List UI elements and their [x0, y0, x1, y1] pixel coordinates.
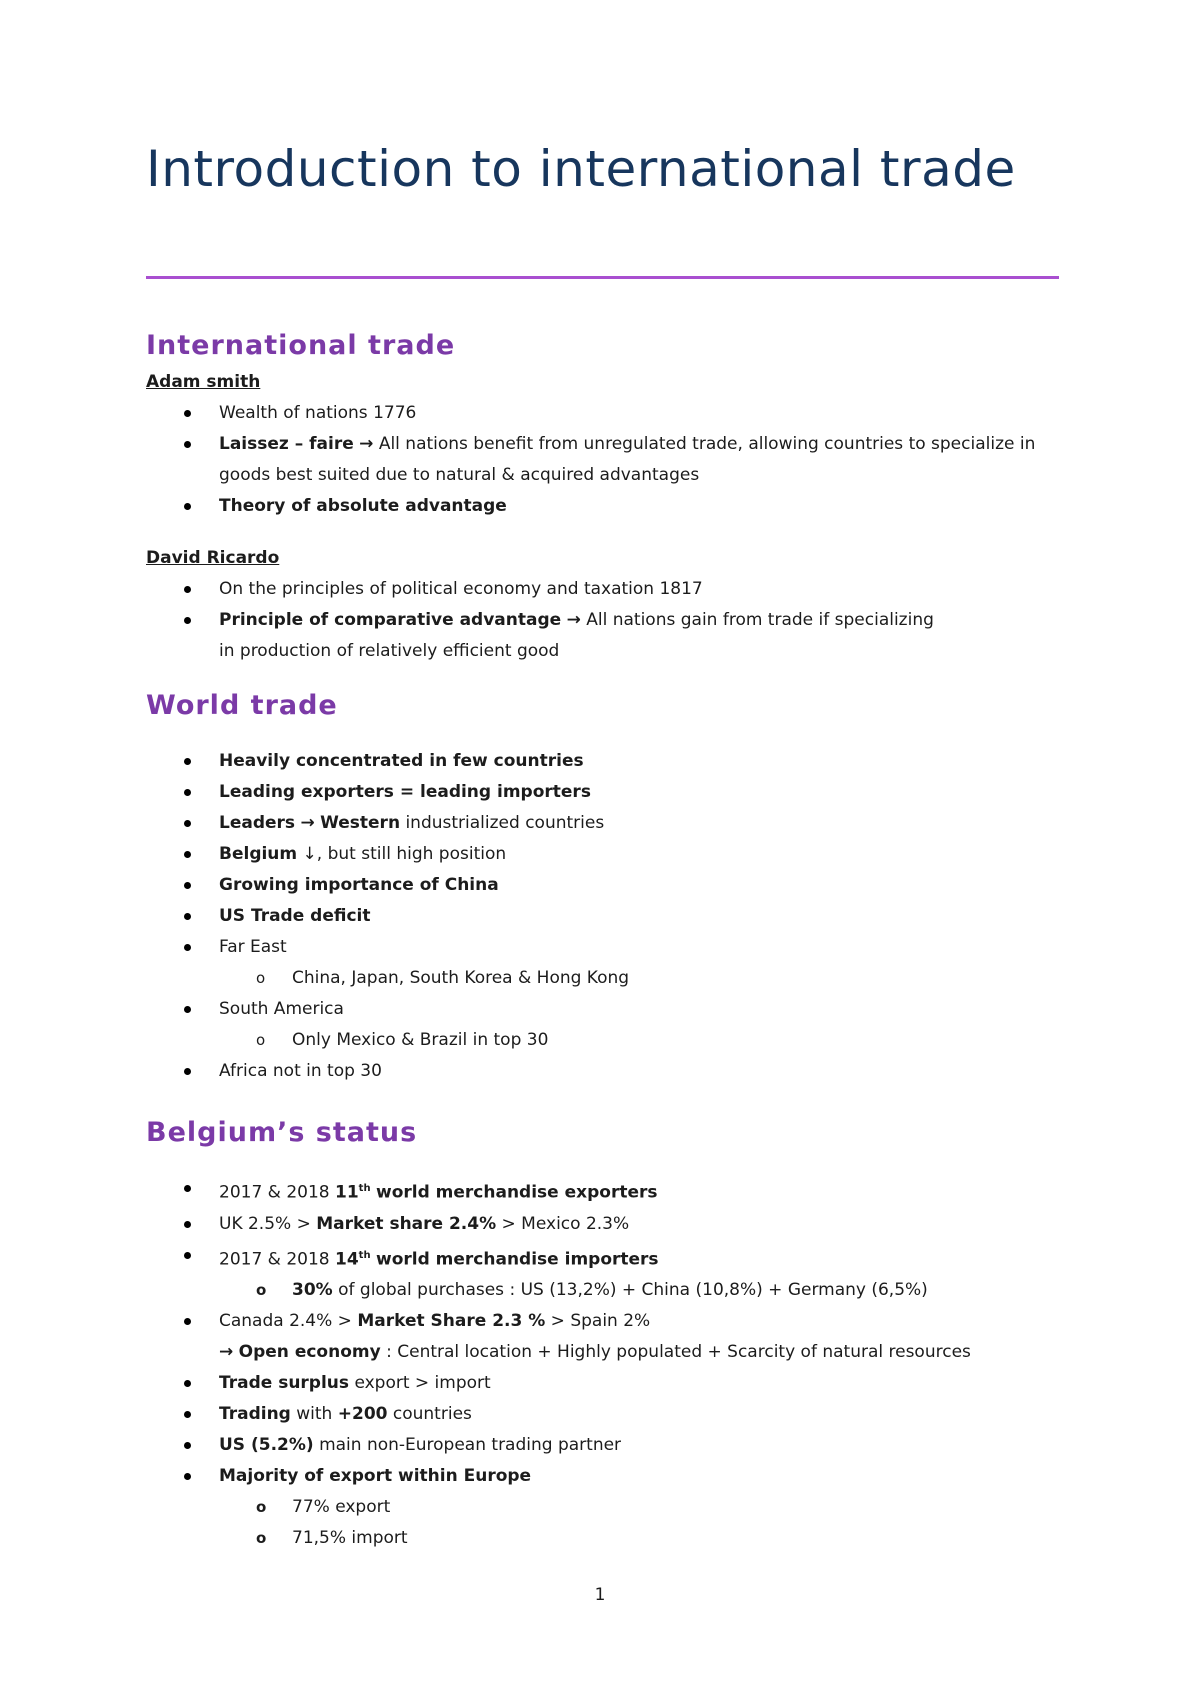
bullet-icon — [184, 1380, 191, 1387]
list-item: Canada 2.4% > Market Share 2.3 % > Spain 2% → Open economy : Central location + Highly populated + Scarcity of natural resources — [146, 1306, 1066, 1368]
bullet-icon — [184, 617, 191, 624]
list-item: On the principles of political economy and taxation 1817 — [146, 574, 1066, 605]
bullet-icon — [184, 503, 191, 510]
bullet-icon — [184, 1068, 191, 1075]
circle-bullet-icon: o — [256, 1281, 267, 1300]
arrow-right-icon: → — [219, 1342, 234, 1363]
list-item: UK 2.5% > Market share 2.4% > Mexico 2.3% — [146, 1209, 1066, 1240]
bullet-icon — [184, 913, 191, 920]
list-item: Trading with +200 countries — [146, 1399, 1066, 1430]
bullet-icon — [184, 441, 191, 448]
list-item: Growing importance of China — [146, 870, 1066, 901]
list-item: Belgium ↓, but still high position — [146, 839, 1066, 870]
list-item: Far East — [146, 932, 1066, 963]
list-item: South America — [146, 994, 1066, 1025]
bullet-icon — [184, 1442, 191, 1449]
bullet-icon — [184, 882, 191, 889]
arrow-right-icon: → — [300, 813, 315, 833]
list-item: Heavily concentrated in few countries — [146, 746, 1066, 777]
bullet-icon — [184, 586, 191, 593]
bullet-icon — [184, 410, 191, 417]
adam-smith-list — [146, 398, 1066, 522]
arrow-down-icon: ↓ — [302, 844, 317, 864]
bullet-icon — [184, 1473, 191, 1480]
subhead-david-ricardo: David Ricardo — [146, 548, 280, 568]
bullet-icon — [184, 1221, 191, 1228]
bullet-icon — [184, 944, 191, 951]
list-subitem: o 30% of global purchases : US (13,2%) + China (10,8%) + Germany (6,5%) — [146, 1275, 1066, 1306]
heading-world-trade: World trade — [146, 690, 338, 721]
list-item: Majority of export within Europe — [146, 1461, 1066, 1492]
belgium-status-list — [146, 1173, 1066, 1554]
title-underline-rule — [146, 276, 1059, 279]
heading-belgium-status: Belgium’s status — [146, 1117, 418, 1148]
circle-bullet-icon: o — [256, 1529, 267, 1548]
heading-international-trade: International trade — [146, 330, 456, 361]
list-item: Leading exporters = leading importers — [146, 777, 1066, 808]
list-item: Trade surplus export > import — [146, 1368, 1066, 1399]
circle-bullet-icon: o — [256, 1498, 267, 1517]
list-item: Leaders → Western industrialized countries — [146, 808, 1066, 839]
list-item: 2017 & 2018 11th world merchandise exporters — [146, 1173, 1066, 1209]
subhead-adam-smith: Adam smith — [146, 372, 261, 392]
world-trade-list — [146, 746, 1066, 1087]
bullet-icon — [184, 1318, 191, 1325]
bullet-icon — [184, 1252, 191, 1259]
bullet-icon — [184, 758, 191, 765]
bullet-icon — [184, 789, 191, 796]
list-subitem: o Only Mexico & Brazil in top 30 — [146, 1025, 1066, 1056]
arrow-right-icon: → — [359, 434, 374, 454]
list-subitem: o 71,5% import — [146, 1523, 1066, 1554]
list-subitem: o 77% export — [146, 1492, 1066, 1523]
list-item: Theory of absolute advantage — [146, 491, 1066, 522]
list-item: Laissez – faire → All nations benefit from unregulated trade, allowing countries to specialize in goods best suited due to natural & acquired advantages — [146, 429, 1066, 491]
bullet-icon — [184, 851, 191, 858]
list-item: Principle of comparative advantage → All nations gain from trade if specializing in production of relatively efficient good — [146, 605, 1066, 667]
document-title: Introduction to international trade — [146, 140, 1016, 198]
list-item: US Trade deficit — [146, 901, 1066, 932]
bullet-icon — [184, 1006, 191, 1013]
list-item: Africa not in top 30 — [146, 1056, 1066, 1087]
list-subitem: o China, Japan, South Korea & Hong Kong — [146, 963, 1066, 994]
list-item: Wealth of nations 1776 — [146, 398, 1066, 429]
list-item: US (5.2%) main non-European trading partner — [146, 1430, 1066, 1461]
circle-bullet-icon: o — [256, 969, 266, 987]
arrow-right-icon: → — [566, 610, 581, 630]
bullet-icon — [184, 1411, 191, 1418]
page-number: 1 — [594, 1585, 606, 1605]
bullet-icon — [184, 1185, 191, 1192]
circle-bullet-icon: o — [256, 1031, 266, 1049]
list-item: 2017 & 2018 14th world merchandise importers — [146, 1240, 1066, 1276]
david-ricardo-list — [146, 574, 1066, 667]
bullet-icon — [184, 820, 191, 827]
